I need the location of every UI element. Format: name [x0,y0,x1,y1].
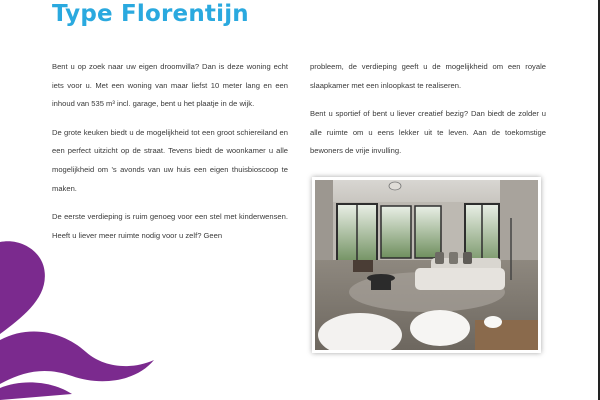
living-room-photo [312,177,541,353]
living-room-illustration [315,180,538,350]
attic-paragraph: Bent u sportief of bent u liever creatief bezig? Dan biedt de zolder u alle ruimte om u eens lekker uit te leven. Aan de toekomstige bewoners de vrije invulling. [310,109,546,156]
first-floor-paragraph: De eerste verdieping is ruim genoeg voor een stel met kinderwensen. Heeft u liever meer ruimte nodig voor u zelf? Geen [52,212,288,240]
right-text-column [310,58,546,171]
page-title: Type Florentijn [52,1,249,27]
bedroom-paragraph: probleem, de verdieping geeft u de mogelijkheid om een royale slaapkamer met een inloopkast te realiseren. [310,62,546,90]
left-text-column [52,58,288,255]
kitchen-paragraph: De grote keuken biedt u de mogelijkheid tot een groot schiereiland en een perfect uitzicht op de straat. Tevens biedt de woonkamer u alle mogelijkheid om 's avonds van uw huis een eigen thuisbioscoop te maken. [52,127,288,193]
decorative-swoosh [0,236,160,400]
intro-paragraph: Bent u op zoek naar uw eigen droomvilla? Dan is deze woning echt iets voor u. Met een woning van maar liefst 10 meter lang en een inhoud van 535 m³ incl. garage, bent u het plaatje in de wijk. [52,62,288,109]
